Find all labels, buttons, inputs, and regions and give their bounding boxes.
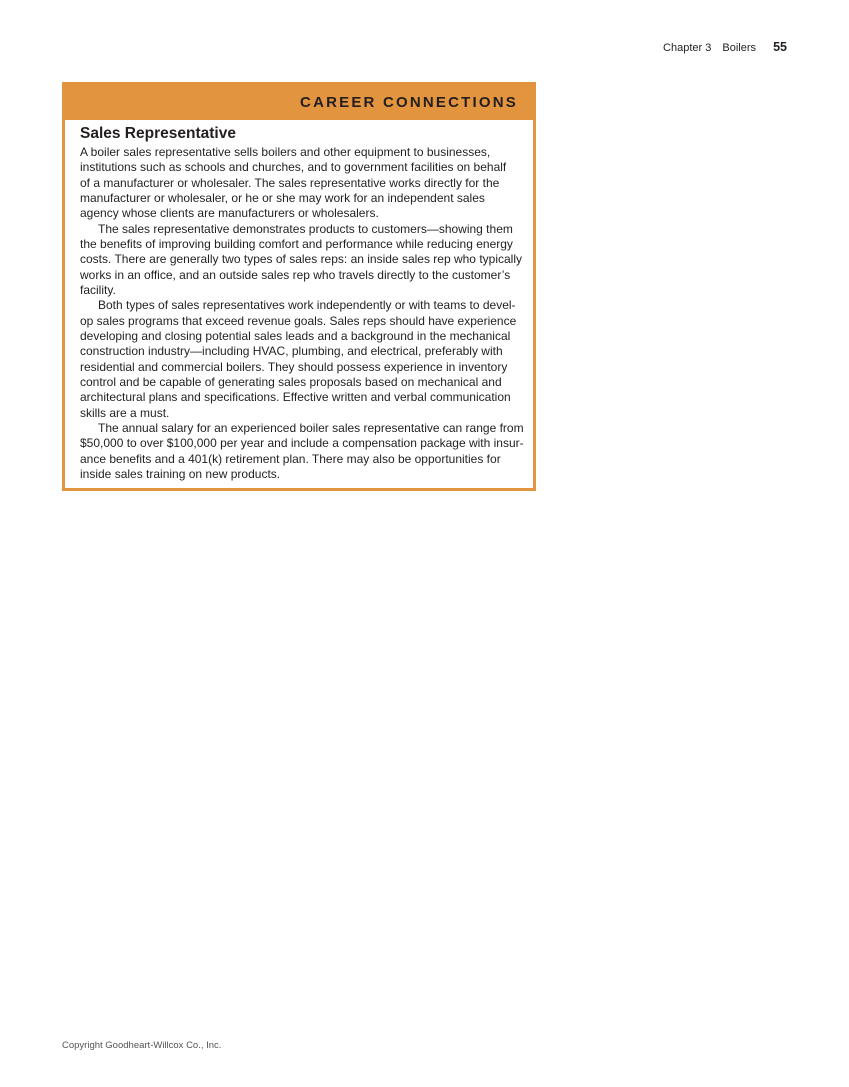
body-line: of a manufacturer or wholesaler. The sales representative works directly for the [80,175,500,190]
body-line: manufacturer or wholesaler, or he or she may work for an independent sales [80,190,485,205]
body-line: the benefits of improving building comfort and performance while reducing energy [80,236,513,251]
body-line: The sales representative demonstrates products to customers—showing them [98,221,513,236]
body-line: residential and commercial boilers. They should possess experience in inventory [80,359,508,374]
body-line: architectural plans and specifications. Effective written and verbal communication [80,390,511,405]
body-line: developing and closing potential sales leads and a background in the mechanical [80,328,511,343]
body-line: op sales programs that exceed revenue goals. Sales reps should have experience [80,313,517,328]
copyright: Copyright Goodheart-Willcox Co., Inc. [62,1040,222,1051]
body-line: works in an office, and an outside sales rep who travels directly to the customer’s [80,267,511,282]
body-line: costs. There are generally two types of sales reps: an inside sales rep who typically [80,252,522,267]
body-line: inside sales training on new products. [80,466,281,481]
banner-title: CAREER CONNECTIONS [300,94,518,111]
box-body [80,145,524,482]
body-line: control and be capable of generating sales proposals based on mechanical and [80,374,502,389]
body-line: Both types of sales representatives work independently or with teams to devel- [98,298,516,313]
box-title: Sales Representative [80,125,236,142]
body-line: facility. [80,282,116,297]
chapter-label: Chapter 3 [663,42,712,54]
page-number: 55 [773,40,787,54]
body-line: $50,000 to over $100,000 per year and include a compensation package with insur- [80,436,524,451]
body-line: A boiler sales representative sells boilers and other equipment to businesses, [80,145,491,159]
body-line: skills are a must. [80,405,170,420]
career-connections-box [62,82,536,491]
body-line: The annual salary for an experienced boiler sales representative can range from [98,420,524,435]
body-line: ance benefits and a 401(k) retirement plan. There may also be opportunities for [80,451,501,466]
body-line: agency whose clients are manufacturers or wholesalers. [80,206,379,221]
running-head [655,40,787,54]
banner [65,82,533,120]
body-line: institutions such as schools and churches, and to government facilities on behalf [80,160,507,175]
body-line: construction industry—including HVAC, plumbing, and electrical, preferably with [80,344,503,359]
section-label: Boilers [722,42,757,54]
